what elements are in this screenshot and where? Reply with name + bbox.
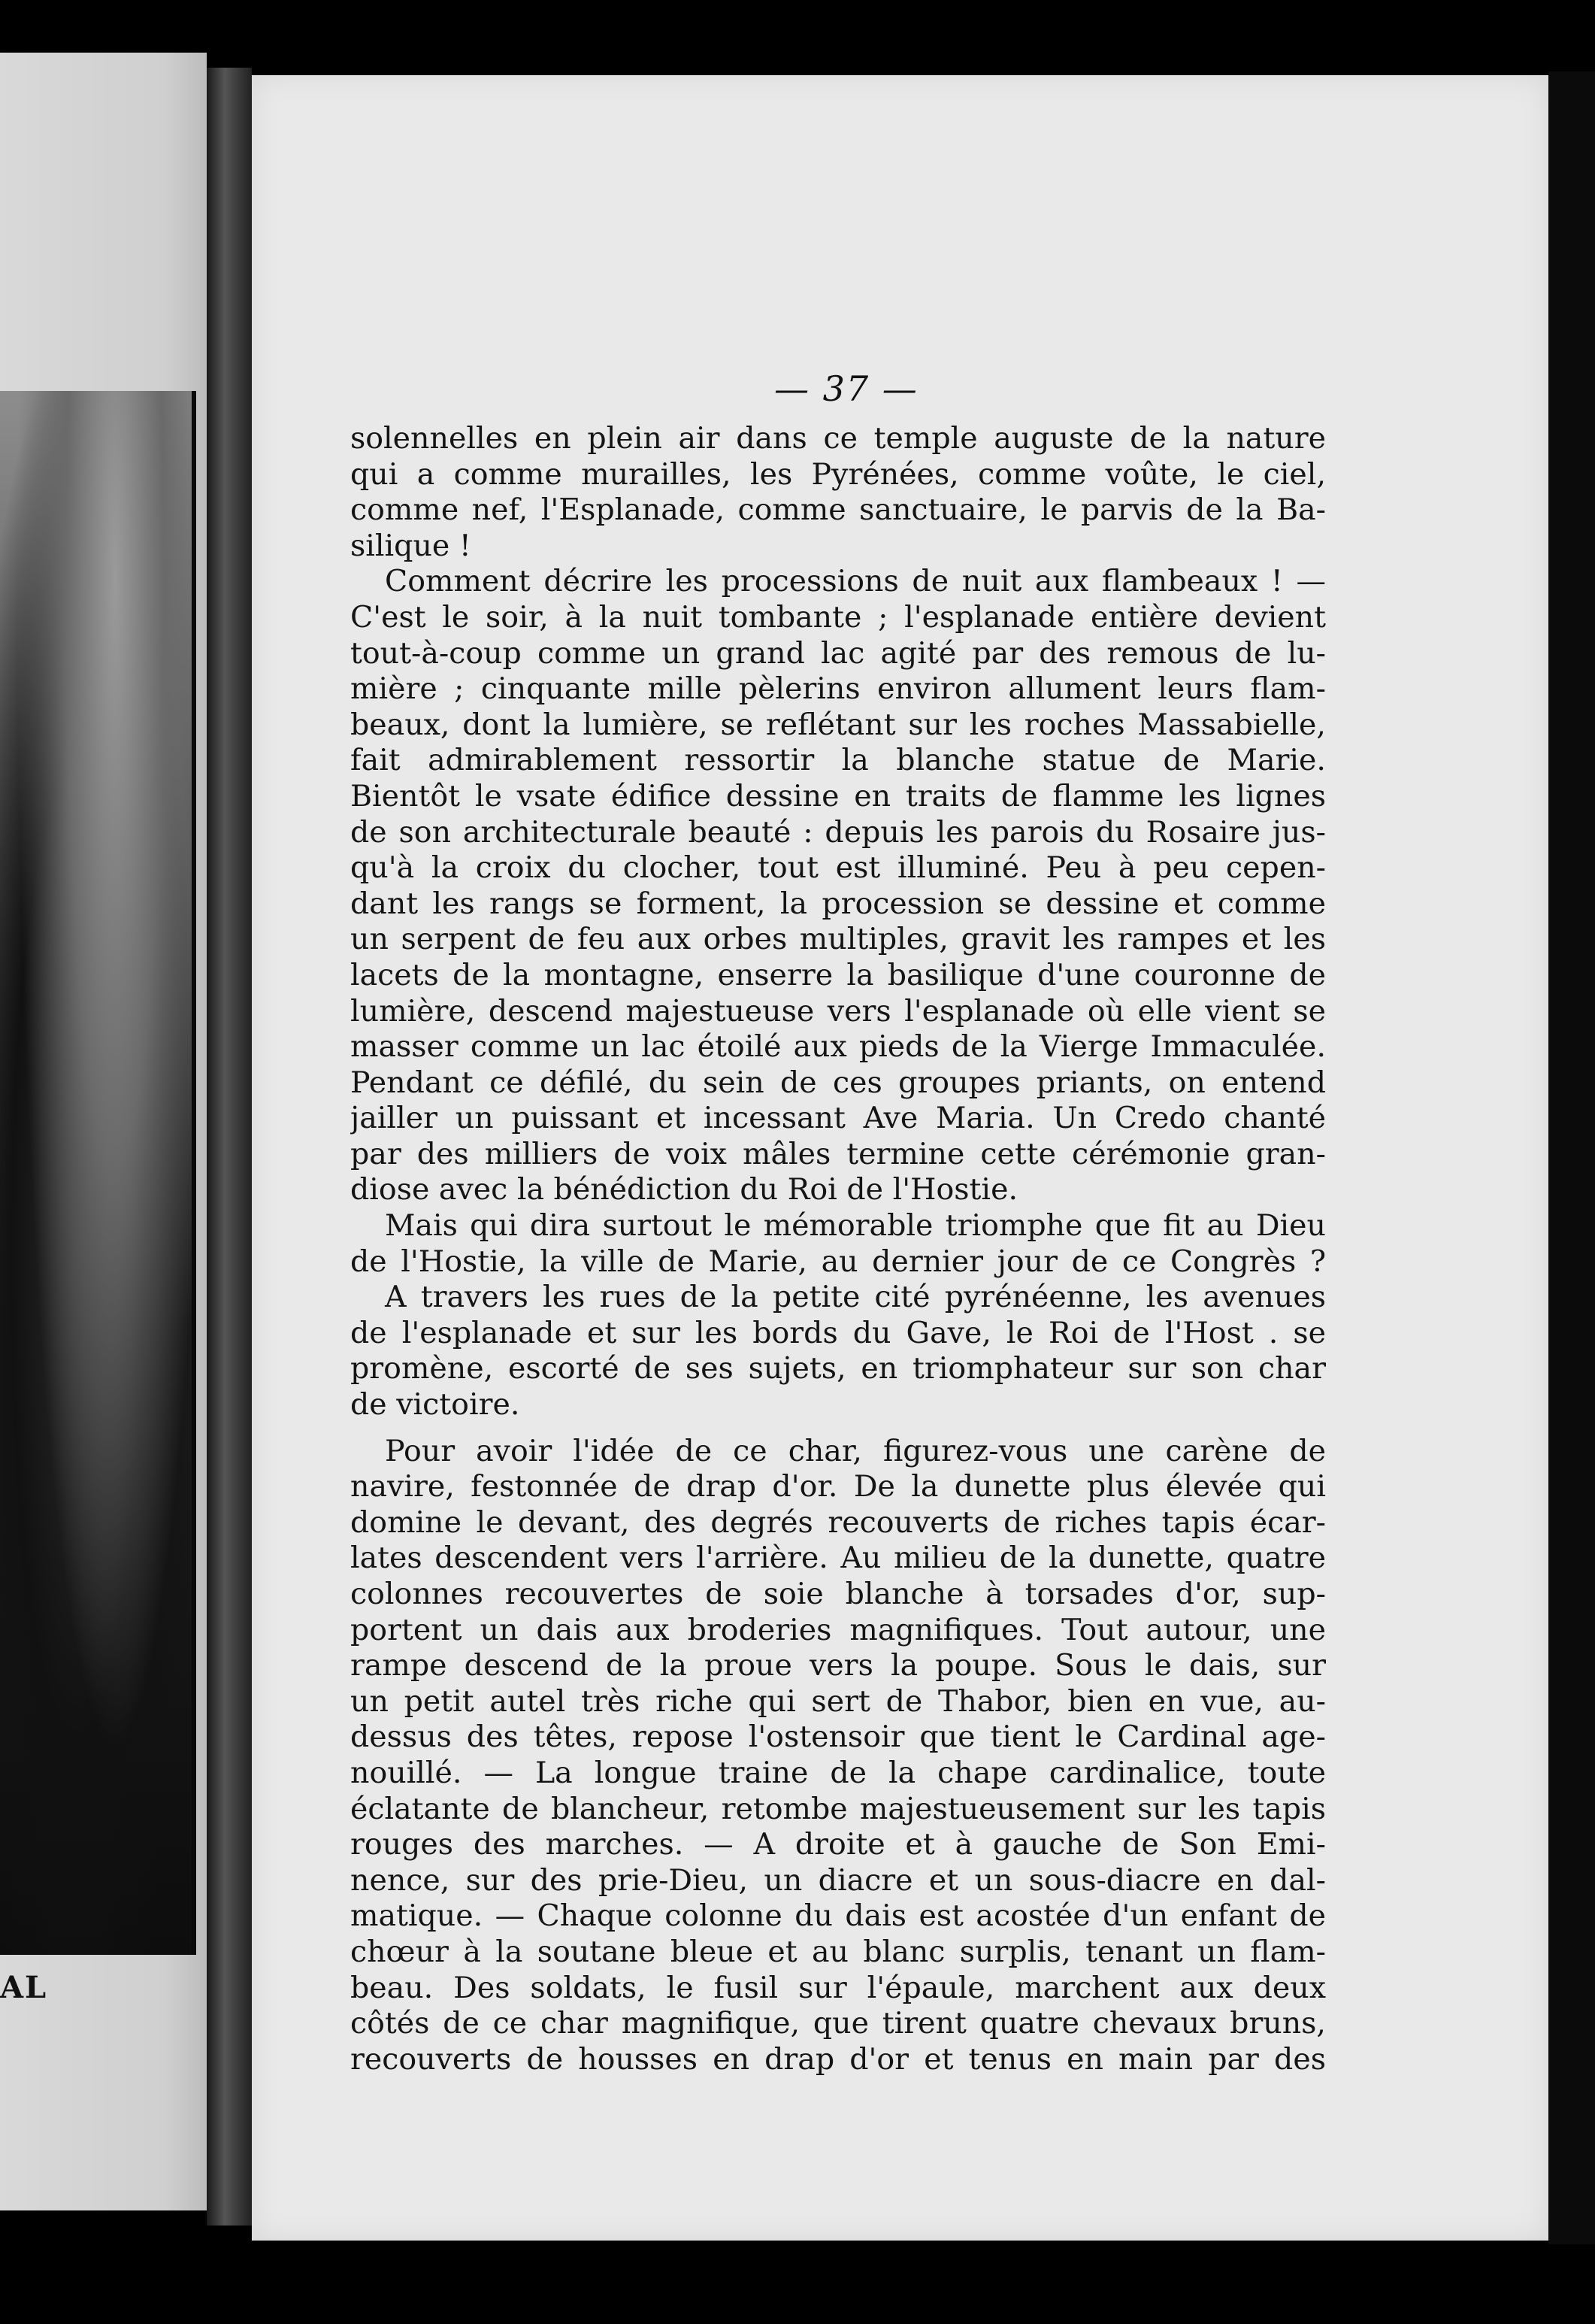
text-line: rampe descend de la proue vers la poupe. Sous le dais, sur [350,1648,1326,1683]
text-line: recouverts de housses en drap d'or et tenus en main par des [350,2041,1326,2077]
text-line: lumière, descend majestueuse vers l'esplanade où elle vient se [350,993,1326,1029]
text-line: navire, festonnée de drap d'or. De la dunette plus élevée qui [350,1469,1326,1504]
text-line: fait admirablement ressortir la blanche statue de Marie. [350,743,1326,778]
text-line: promène, escorté de ses sujets, en triomphateur sur son char [350,1351,1326,1386]
text-line: de l'esplanade et sur les bords du Gave, le Roi de l'Host . se [350,1315,1326,1350]
text-line: lacets de la montagne, enserre la basilique d'une couronne de [350,957,1326,992]
text-line: mière ; cinquante mille pèlerins environ allument leurs flam- [350,671,1326,707]
text-line: éclatante de blancheur, retombe majestueusement sur les tapis [350,1791,1326,1826]
text-line: qu'à la croix du clocher, tout est illuminé. Peu à peu cepen- [350,850,1326,886]
text-line: de victoire. [350,1387,520,1423]
body-text [350,421,1326,2077]
text-line: de son architecturale beauté : depuis les parois du Rosaire jus- [350,814,1326,850]
facing-page-caption: AL [0,1970,48,2005]
text-line: Comment décrire les processions de nuit aux flambeaux ! — [385,564,1326,599]
text-line: masser comme un lac étoilé aux pieds de la Vierge Immaculée. [350,1029,1326,1065]
text-line: matique. — Chaque colonne du dais est acostée d'un enfant de [350,1898,1326,1934]
text-line: tout-à-coup comme un grand lac agité par des remous de lu- [350,635,1326,671]
text-line: comme nef, l'Esplanade, comme sanctuaire, le parvis de la Ba- [350,492,1326,528]
text-line: côtés de ce char magnifique, que tirent quatre chevaux bruns, [350,2006,1326,2041]
text-line: colonnes recouvertes de soie blanche à torsades d'or, sup- [350,1577,1326,1611]
text-line: par des milliers de voix mâles termine cette cérémonie gran- [350,1136,1326,1171]
text-line: un petit autel très riche qui sert de Thabor, bien en vue, au- [350,1683,1326,1719]
text-line: diose avec la bénédiction du Roi de l'Hostie. [350,1172,1018,1207]
text-line: nence, sur des prie-Dieu, un diacre et un sous-diacre en dal- [350,1862,1326,1898]
text-line: beau. Des soldats, le fusil sur l'épaule, marchent aux deux [350,1970,1326,2005]
text-line: C'est le soir, à la nuit tombante ; l'esplanade entière devient [350,599,1326,635]
text-line: dant les rangs se forment, la procession se dessine et comme [350,886,1326,921]
text-line: solennelles en plein air dans ce temple auguste de la nature [350,421,1326,456]
page-number: — 37 — [774,368,919,409]
text-line: silique ! [350,528,471,563]
text-line: nouillé. — La longue traine de la chape cardinalice, toute [350,1755,1326,1790]
text-line: lates descendent vers l'arrière. Au milieu de la dunette, quatre [350,1541,1326,1576]
text-line: Bientôt le vsate édifice dessine en traits de flamme les lignes [350,778,1326,814]
text-line: chœur à la soutane bleue et au blanc surplis, tenant un flam- [350,1934,1326,1969]
facing-page-photograph [0,391,196,1955]
text-line: de l'Hostie, la ville de Marie, au dernier jour de ce Congrès ? [350,1244,1326,1279]
text-line: A travers les rues de la petite cité pyrénéenne, les avenues [385,1280,1326,1315]
book-gutter [207,68,252,2226]
text-line: Pour avoir l'idée de ce char, figurez-vous une carène de [385,1433,1326,1468]
text-line: Pendant ce défilé, du sein de ces groupes priants, on entend [350,1065,1326,1100]
text-line: beaux, dont la lumière, se reflétant sur les roches Massabielle, [350,707,1326,742]
text-line: rouges des marches. — A droite et à gauche de Son Emi- [350,1827,1326,1862]
text-line: un serpent de feu aux orbes multiples, gravit les rampes et les [350,922,1326,957]
text-line: portent un dais aux broderies magnifiques. Tout autour, une [350,1612,1326,1647]
text-line: domine le devant, des degrés recouverts de riches tapis écar- [350,1504,1326,1540]
text-line: qui a comme murailles, les Pyrénées, comme voûte, le ciel, [350,456,1326,492]
text-line: Mais qui dira surtout le mémorable triomphe que fit au Dieu [385,1208,1326,1244]
text-line: dessus des têtes, repose l'ostensoir que tient le Cardinal age- [350,1720,1326,1755]
text-line: jailler un puissant et incessant Ave Maria. Un Credo chanté [350,1101,1326,1136]
scan-border [1548,71,1595,2244]
